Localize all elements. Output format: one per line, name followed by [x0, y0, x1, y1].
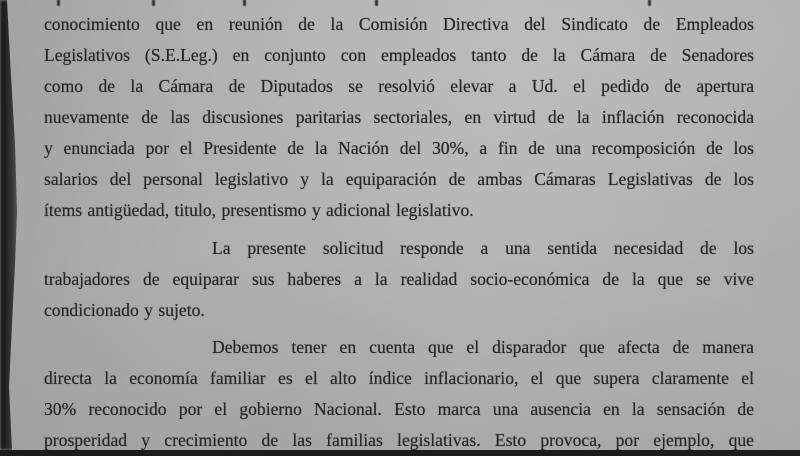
paragraph	[44, 9, 754, 226]
document-line: salarios del personal legislativo y la equiparación de ambas Cámaras Legislativas de los	[44, 169, 754, 189]
document-line: como de la Cámara de Diputados se resolvió elevar a Ud. el pedido de apertura	[44, 76, 754, 96]
document-line: directa la economía familiar es el alto índice inflacionario, el que supera claramente el	[44, 368, 754, 388]
document-line: y enunciada por el Presidente de la Nación del 30%, a fin de una recomposición de los	[44, 138, 754, 158]
document-line: La presente solicitud responde a una sentida necesidad de los	[212, 238, 754, 258]
document-line: 30% reconocido por el gobierno Nacional. Esto marca una ausencia en la sensación de	[44, 399, 754, 419]
clipped-glyph-fragment	[243, 0, 246, 6]
clipped-glyph-fragment	[375, 0, 378, 6]
document-line: condicionado y sujeto.	[44, 300, 205, 320]
document-line: nuevamente de las discusiones paritarias sectoriales, en virtud de la inflación reconocida	[44, 107, 754, 127]
clipped-glyph-fragment	[152, 0, 155, 6]
document-line: Debemos tener en cuenta que el disparador que afecta de manera	[212, 337, 754, 357]
document-line: trabajadores de equiparar sus haberes a la realidad socio-económica de la que se vive	[44, 269, 754, 289]
paragraph	[44, 332, 754, 456]
letter-body	[44, 9, 754, 456]
clipped-glyph-fragment	[648, 0, 651, 6]
document-line: Legislativos (S.E.Leg.) en conjunto con empleados tanto de la Cámara de Senadores	[44, 45, 754, 65]
document-line: prosperidad y crecimiento de las familias legislativas. Esto provoca, por ejemplo, que	[44, 430, 754, 450]
document-line: conocimiento que en reunión de la Comisión Directiva del Sindicato de Empleados	[44, 14, 754, 34]
paragraph	[44, 233, 754, 326]
photo-dark-edge	[0, 0, 24, 450]
clipped-glyph-fragment	[57, 0, 60, 6]
document-line: ítems antigüedad, titulo, presentismo y adicional legislativo.	[44, 200, 474, 220]
